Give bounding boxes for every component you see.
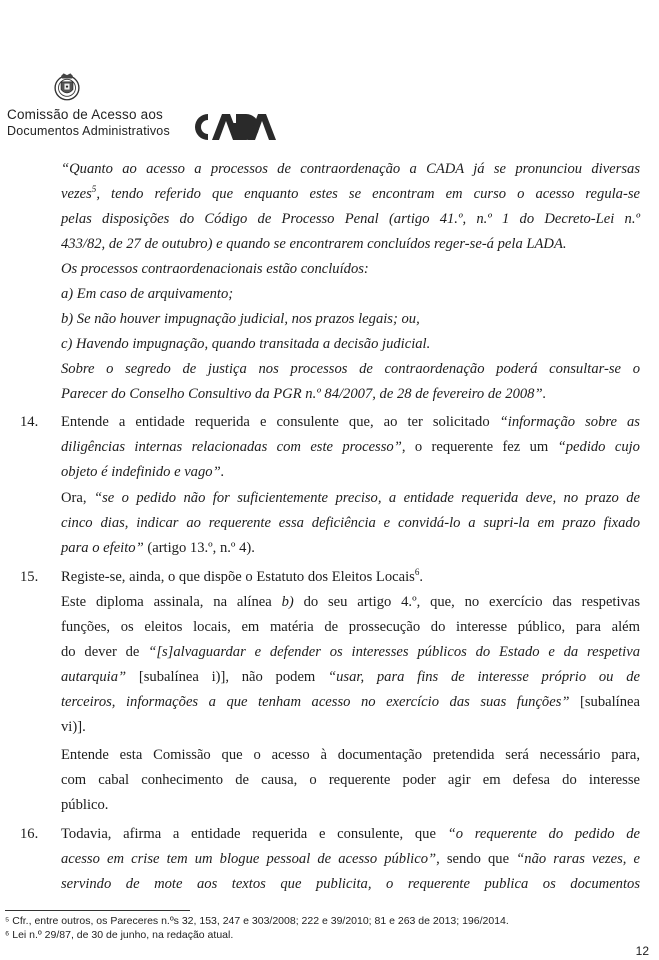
- paragraph-line: vi)].: [61, 719, 86, 735]
- quoted-text: terceiros, informações a que tenham acesso no exercício das suas funções”: [61, 694, 570, 710]
- quote-line: 433/82, de 27 de outubro) e quando se encontrarem concluídos reger-se-á pela LADA.: [61, 236, 567, 252]
- quoted-text: diligências internas relacionadas com este processo”: [61, 439, 402, 455]
- quoted-text: “informação sobre as: [499, 414, 640, 430]
- text: Registe-se, ainda, o que dispõe o Estatuto dos Eleitos Locais: [61, 569, 415, 585]
- paragraph-line: [61, 565, 423, 590]
- organization-name: [7, 106, 170, 140]
- paragraph-line: [61, 486, 640, 511]
- paragraph-line: funções, os eleitos locais, em matéria de prossecução do interesse público, para além: [61, 619, 640, 635]
- quote-line: Os processos contraordenacionais estão concluídos:: [61, 261, 369, 277]
- paragraph-line: [61, 690, 640, 715]
- quote-line: “Quanto ao acesso a processos de contraordenação a CADA já se pronunciou diversas: [61, 161, 640, 177]
- paragraph-line: [61, 590, 640, 615]
- text: Este diploma assinala, na alínea: [61, 594, 282, 610]
- paragraph-number: 15.: [20, 569, 39, 585]
- paragraph-line: objeto é indefinido e vago”.: [61, 464, 225, 480]
- portuguese-coat-of-arms-icon: [50, 70, 84, 104]
- page-number: 12: [635, 944, 649, 958]
- paragraph-line: [61, 410, 640, 435]
- paragraph-number: 14.: [20, 414, 39, 430]
- text: (artigo 13.º, n.º 4).: [143, 540, 255, 556]
- quote-text: vezes: [61, 186, 92, 202]
- quoted-text: “usar, para fins de interesse próprio ou de: [328, 669, 640, 685]
- quoted-text: “o requerente do pedido de: [447, 826, 640, 842]
- text: Entende a entidade requerida e consulente que, ao ter solicitado: [61, 414, 500, 430]
- footnote-6: ⁶ Lei n.º 29/87, de 30 de junho, na redação atual.: [5, 929, 234, 941]
- paragraph-line: com cabal conhecimento de causa, o requerente poder agir em defesa do interesse: [61, 772, 640, 788]
- paragraph-line: [61, 536, 255, 561]
- footnote-ref: 5: [91, 184, 97, 195]
- cada-logo: [190, 112, 276, 142]
- quote-line: pelas disposições do Código de Processo Penal (artigo 41.º, n.º 1 do Decreto-Lei n.º: [61, 211, 640, 227]
- paragraph-line: [61, 435, 640, 460]
- quoted-text: “não raras vezes, e: [516, 851, 640, 867]
- text: , o requerente fez um: [401, 439, 558, 455]
- footnote-divider: [5, 910, 190, 911]
- org-line-1: Comissão de Acesso aos: [7, 107, 163, 122]
- quote-line: Sobre o segredo de justiça nos processos de contraordenação poderá consultar-se o: [61, 361, 640, 377]
- quoted-text: “se o pedido não for suficientemente preciso, a entidade requerida deve, no prazo de: [93, 490, 640, 506]
- text: [subalínea: [569, 694, 640, 710]
- paragraph-line: [61, 822, 640, 847]
- quoted-text: acesso em crise tem um blogue pessoal de acesso público”: [61, 851, 437, 867]
- quote-line: c) Havendo impugnação, quando transitada a decisão judicial.: [61, 336, 431, 352]
- quote-line: b) Se não houver impugnação judicial, nos prazos legais; ou,: [61, 311, 420, 327]
- quoted-text: autarquia”: [61, 669, 127, 685]
- footnote-ref: 6: [414, 567, 420, 578]
- quoted-text: para o efeito”: [61, 540, 144, 556]
- paragraph-line: servindo de mote aos textos que publicita, o requerente publica os documentos: [61, 876, 640, 892]
- quote-line: a) Em caso de arquivamento;: [61, 286, 234, 302]
- text: do dever de: [61, 644, 149, 660]
- text: .: [419, 569, 424, 585]
- paragraph-line: público.: [61, 797, 109, 813]
- paragraph-line: [61, 847, 640, 872]
- org-line-2: Documentos Administrativos: [7, 124, 170, 138]
- quote-text: , tendo referido que enquanto estes se encontram em curso o acesso regula-se: [96, 186, 640, 202]
- paragraph-line: Entende esta Comissão que o acesso à documentação pretendida será necessário para,: [61, 747, 640, 763]
- paragraph-number: 16.: [20, 826, 39, 842]
- quoted-text: “pedido cujo: [557, 439, 640, 455]
- text: Ora,: [61, 490, 94, 506]
- quote-line: Parecer do Conselho Consultivo da PGR n.º 84/2007, de 28 de fevereiro de 2008”.: [61, 386, 547, 402]
- paragraph-line: [61, 665, 640, 690]
- quoted-text: “[s]alvaguardar e defender os interesses públicos do Estado e da respetiva: [148, 644, 640, 660]
- text: [subalínea i)], não podem: [126, 669, 329, 685]
- emphasis-text: b): [281, 594, 294, 610]
- paragraph-line: cinco dias, indicar ao requerente essa deficiência e convidá-lo a supri-la em prazo fixado: [61, 515, 640, 531]
- text: do seu artigo 4.º, que, no exercício das respetivas: [293, 594, 640, 610]
- footnote-5: ⁵ Cfr., entre outros, os Pareceres n.ºs 32, 153, 247 e 303/2008; 222 e 39/2010; 81 e 263 de 2013; 196/2014.: [5, 915, 509, 927]
- text: Todavia, afirma a entidade requerida e consulente, que: [61, 826, 448, 842]
- quote-line: [61, 182, 640, 207]
- paragraph-line: [61, 640, 640, 665]
- text: , sendo que: [436, 851, 517, 867]
